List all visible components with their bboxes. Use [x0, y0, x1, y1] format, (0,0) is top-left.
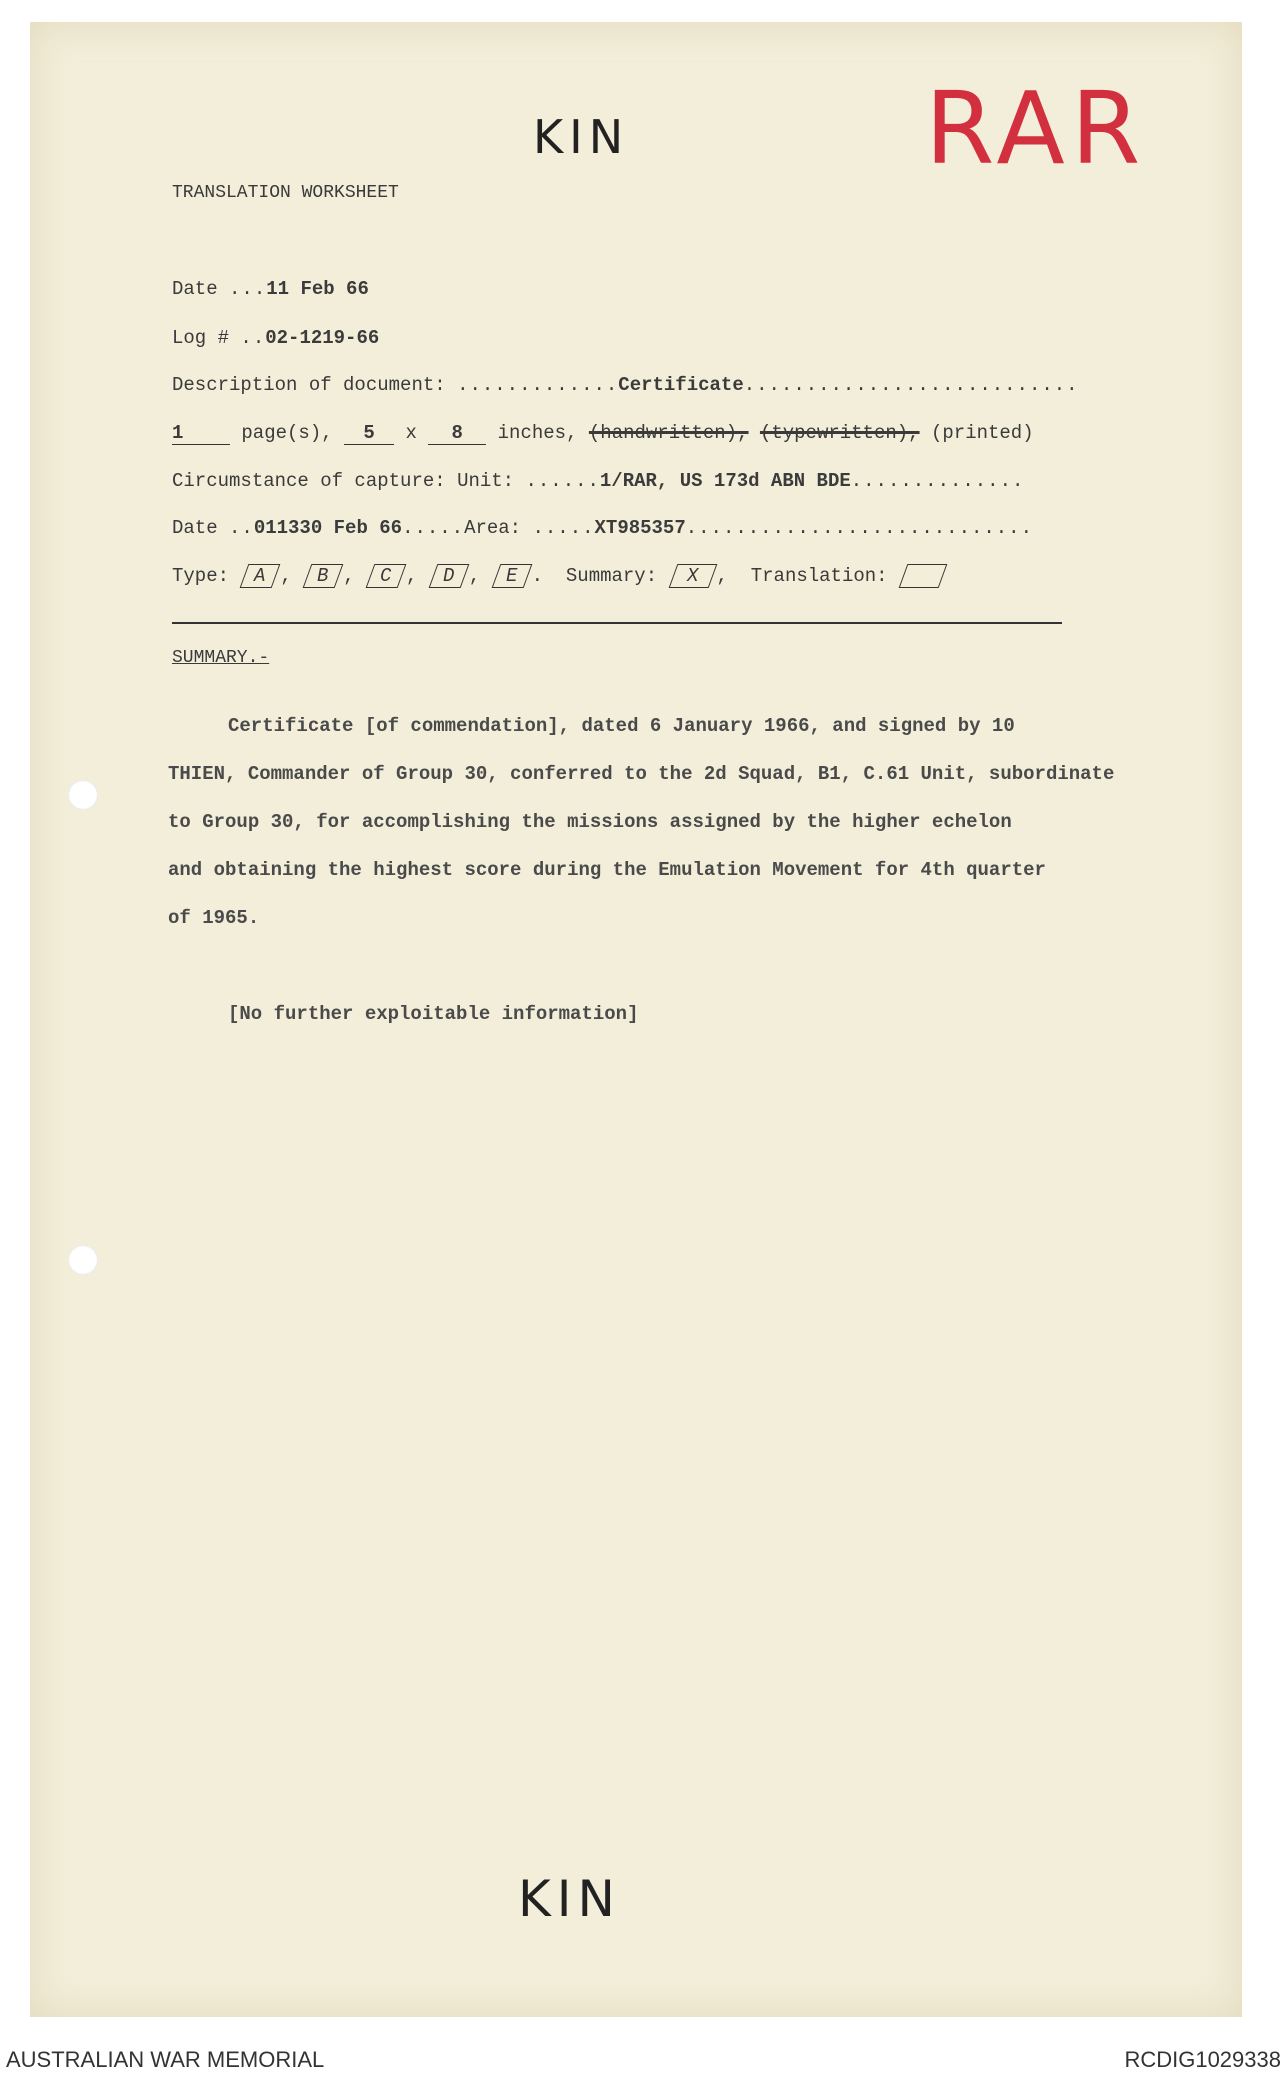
typewritten-option: (typewritten),	[759, 422, 920, 444]
log-row: Log # ..02-1219-66	[172, 327, 380, 349]
translation-box	[899, 564, 948, 588]
summary-heading: SUMMARY.-	[172, 648, 270, 668]
log-label: Log #	[172, 327, 230, 349]
description-label: Description of document:	[172, 374, 446, 396]
capture-date-row: Date ..011330 Feb 66.....Area: .....XT985357............................	[172, 517, 1033, 539]
footer-source: AUSTRALIAN WAR MEMORIAL	[6, 2047, 325, 2072]
translation-label: Translation:	[750, 565, 888, 588]
type-box-d: D	[428, 564, 469, 588]
area-value: XT985357	[594, 517, 686, 539]
capture-date-value: 011330 Feb 66	[253, 517, 403, 539]
date-label: Date	[172, 278, 218, 300]
summary-body	[168, 702, 1168, 942]
handwritten-kin-bottom: KIN	[518, 1870, 621, 1928]
size-row	[172, 422, 1034, 445]
pages-label: page(s),	[241, 422, 333, 444]
capture-label: Circumstance of capture:	[172, 470, 446, 492]
date-row: Date ...11 Feb 66	[172, 278, 369, 300]
width-value: 5	[344, 422, 394, 445]
type-label: Type:	[172, 565, 230, 588]
handwritten-kin-top: KIN	[533, 110, 630, 164]
description-row: Description of document: .............Certificate...........................	[172, 374, 1079, 396]
date-value: 11 Feb 66	[266, 278, 369, 300]
area-label: Area:	[464, 517, 522, 539]
height-value: 8	[428, 422, 486, 445]
type-box-b: B	[303, 564, 344, 588]
capture-row: Circumstance of capture: Unit: ......1/RAR, US 173d ABN BDE..............	[172, 470, 1025, 492]
handwritten-option: (handwritten),	[588, 422, 749, 444]
x-label: x	[405, 422, 417, 444]
type-box-a: A	[240, 564, 281, 588]
form-title: TRANSLATION WORKSHEET	[172, 183, 399, 203]
no-further-info: [No further exploitable information]	[228, 1003, 639, 1025]
capture-date-label: Date	[172, 517, 218, 539]
type-row: Type: A , B , C , D , E . Summary: X , Translation:	[172, 564, 947, 588]
inches-label: inches,	[497, 422, 578, 444]
footer-record-id: RCDIG1029338	[1124, 2047, 1281, 2072]
printed-option: (printed)	[930, 422, 1034, 444]
log-value: 02-1219-66	[265, 327, 380, 349]
description-value: Certificate	[618, 374, 744, 396]
punch-hole-top	[68, 780, 98, 810]
summary-label: Summary:	[565, 565, 658, 588]
summary-line-5: of 1965.	[168, 907, 260, 929]
type-box-e: E	[491, 564, 532, 588]
type-box-c: C	[366, 564, 407, 588]
summary-line-4: and obtaining the highest score during the Emulation Movement for 4th quarter	[168, 859, 1046, 881]
unit-value: 1/RAR, US 173d ABN BDE	[599, 470, 851, 492]
handwritten-rar-stamp: RAR	[925, 70, 1147, 187]
summary-line-3: to Group 30, for accomplishing the missions assigned by the higher echelon	[168, 811, 1012, 833]
summary-box: X	[668, 564, 717, 588]
pages-value: 1	[172, 422, 230, 445]
summary-line-2: THIEN, Commander of Group 30, conferred to the 2d Squad, B1, C.61 Unit, subordinate	[168, 763, 1115, 785]
punch-hole-bottom	[68, 1245, 98, 1275]
summary-line-1: Certificate [of commendation], dated 6 January 1966, and signed by 10	[228, 715, 1015, 737]
unit-label: Unit:	[457, 470, 515, 492]
divider-rule	[172, 622, 1062, 624]
